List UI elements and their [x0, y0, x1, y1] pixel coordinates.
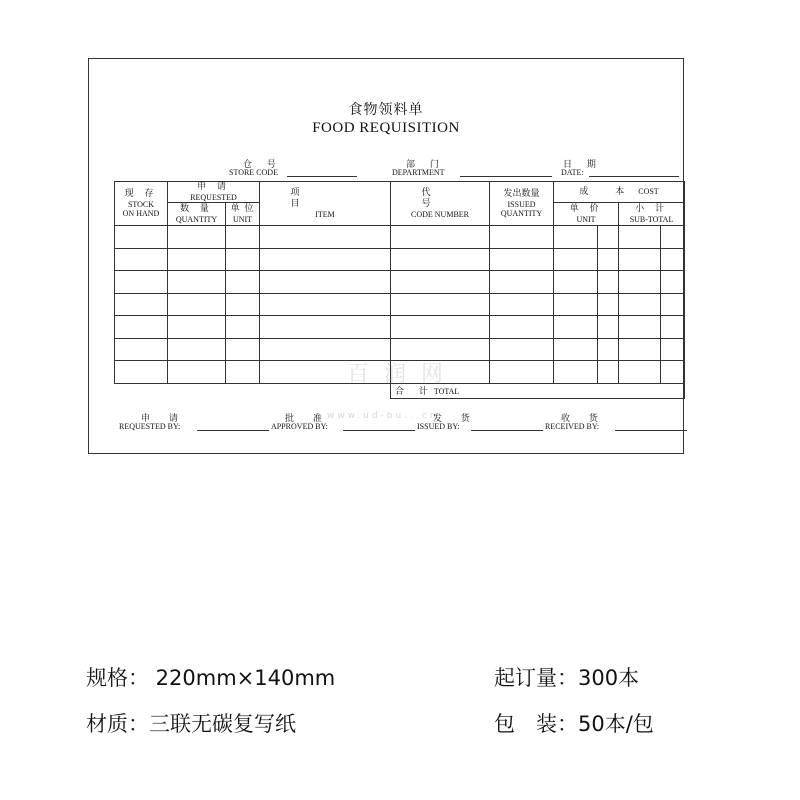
table-cell[interactable] — [490, 248, 554, 271]
spec-material: 材质：三联无碳复写纸 — [86, 712, 296, 736]
table-cell[interactable] — [490, 316, 554, 339]
table-cell[interactable] — [598, 338, 619, 361]
table-cell[interactable] — [391, 316, 490, 339]
issued-by-label-en: ISSUED BY: — [417, 422, 460, 431]
table-cell[interactable] — [554, 316, 598, 339]
table-cell[interactable] — [554, 293, 598, 316]
table-cell[interactable] — [115, 248, 168, 271]
total-cell[interactable] — [391, 383, 685, 398]
table-cell[interactable] — [115, 271, 168, 294]
form-title-english: FOOD REQUISITION — [312, 120, 460, 136]
store-code-label-cn: 仓 号 — [243, 160, 282, 170]
table-cell[interactable] — [554, 226, 598, 249]
table-row — [115, 338, 685, 361]
table-cell[interactable] — [391, 226, 490, 249]
department-line[interactable] — [460, 176, 552, 177]
table-cell[interactable] — [260, 338, 391, 361]
form-title-chinese: 食物领料单 — [348, 102, 424, 118]
requisition-form — [88, 58, 684, 454]
table-cell[interactable] — [661, 361, 685, 384]
table-cell[interactable] — [226, 248, 260, 271]
table-cell[interactable] — [554, 361, 598, 384]
table-cell[interactable] — [598, 248, 619, 271]
table-cell[interactable] — [554, 271, 598, 294]
date-label-cn: 日 期 — [563, 160, 602, 170]
table-cell[interactable] — [490, 338, 554, 361]
spec-packing: 包 装：50本/包 — [494, 712, 654, 736]
watermark-url: www.ud-bu...cn — [327, 411, 439, 421]
table-cell[interactable] — [661, 248, 685, 271]
unit-price-header: 单 价 UNIT — [554, 203, 619, 226]
table-cell[interactable] — [226, 293, 260, 316]
issued-quantity-header: 发出数量 ISSUED QUANTITY — [490, 182, 554, 226]
table-cell[interactable] — [115, 361, 168, 384]
table-cell[interactable] — [619, 361, 661, 384]
cost-header: 成 本 COST — [554, 182, 685, 203]
table-cell[interactable] — [619, 271, 661, 294]
table-cell[interactable] — [226, 361, 260, 384]
table-cell[interactable] — [598, 316, 619, 339]
table-cell[interactable] — [619, 293, 661, 316]
table-cell[interactable] — [598, 226, 619, 249]
table-cell[interactable] — [226, 338, 260, 361]
table-cell[interactable] — [260, 248, 391, 271]
approved-by-line[interactable] — [343, 430, 415, 431]
table-cell[interactable] — [226, 271, 260, 294]
table-cell[interactable] — [391, 248, 490, 271]
table-cell[interactable] — [619, 248, 661, 271]
table-row — [115, 316, 685, 339]
issued-by-label-cn: 发 货 — [433, 414, 478, 424]
table-row — [115, 271, 685, 294]
department-label-en: DEPARTMENT — [392, 168, 445, 177]
date-label-en: DATE: — [561, 168, 584, 177]
approved-by-label-en: APPROVED BY: — [271, 422, 328, 431]
date-line[interactable] — [589, 176, 679, 177]
table-row — [115, 248, 685, 271]
table-cell[interactable] — [554, 338, 598, 361]
store-code-line[interactable] — [287, 176, 357, 177]
table-cell[interactable] — [260, 271, 391, 294]
unit-header: 单 位 UNIT — [226, 203, 260, 226]
table-cell[interactable] — [598, 361, 619, 384]
table-cell[interactable] — [168, 316, 226, 339]
requested-header: 申 请 REQUESTED — [168, 182, 260, 203]
table-row — [115, 361, 685, 384]
table-cell[interactable] — [168, 338, 226, 361]
table-cell[interactable] — [554, 248, 598, 271]
table-cell[interactable] — [490, 271, 554, 294]
total-label-cn: 合 计 — [395, 387, 434, 397]
spec-size: 规格： 220mm×140mm — [86, 666, 336, 690]
stock-on-hand-header: 现 存 STOCK ON HAND — [115, 182, 168, 226]
received-by-line[interactable] — [615, 430, 687, 431]
table-cell[interactable] — [168, 271, 226, 294]
table-cell[interactable] — [391, 361, 490, 384]
table-cell[interactable] — [490, 361, 554, 384]
table-cell[interactable] — [619, 338, 661, 361]
approved-by-label-cn: 批 准 — [285, 414, 330, 424]
requested-by-line[interactable] — [197, 430, 269, 431]
table-cell[interactable] — [661, 226, 685, 249]
table-cell[interactable] — [115, 316, 168, 339]
table-cell[interactable] — [115, 226, 168, 249]
quantity-header: 数 量 QUANTITY — [168, 203, 226, 226]
table-header-row — [115, 182, 685, 203]
table-cell[interactable] — [260, 316, 391, 339]
table-cell[interactable] — [260, 226, 391, 249]
table-cell[interactable] — [168, 361, 226, 384]
table-cell[interactable] — [490, 226, 554, 249]
issued-by-line[interactable] — [471, 430, 543, 431]
table-cell[interactable] — [168, 293, 226, 316]
total-label-en: TOTAL — [433, 387, 460, 396]
requisition-table — [114, 181, 685, 399]
table-cell[interactable] — [598, 271, 619, 294]
subtotal-header: 小 计 SUB-TOTAL — [619, 203, 685, 226]
table-cell[interactable] — [391, 338, 490, 361]
table-cell[interactable] — [391, 293, 490, 316]
store-code-label-en: STORE CODE — [229, 168, 278, 177]
received-by-label-cn: 收 货 — [561, 414, 606, 424]
table-cell[interactable] — [115, 293, 168, 316]
table-cell[interactable] — [260, 361, 391, 384]
requested-by-label-en: REQUESTED BY: — [119, 422, 181, 431]
table-cell[interactable] — [226, 226, 260, 249]
table-cell[interactable] — [619, 316, 661, 339]
table-cell[interactable] — [661, 338, 685, 361]
table-cell[interactable] — [619, 226, 661, 249]
table-cell[interactable] — [391, 271, 490, 294]
table-cell[interactable] — [260, 293, 391, 316]
table-row — [115, 226, 685, 249]
table-cell[interactable] — [168, 248, 226, 271]
table-cell[interactable] — [490, 293, 554, 316]
code-number-header: 代 号 CODE NUMBER — [391, 182, 490, 226]
table-cell[interactable] — [661, 316, 685, 339]
item-header: 项 目 ITEM — [260, 182, 391, 226]
table-cell[interactable] — [115, 338, 168, 361]
requested-by-label-cn: 申 请 — [141, 414, 186, 424]
spec-order-quantity: 起订量：300本 — [494, 666, 640, 690]
watermark-logo: 百 润 网 — [347, 362, 447, 387]
table-cell[interactable] — [598, 293, 619, 316]
department-label-cn: 部 门 — [406, 160, 445, 170]
table-cell[interactable] — [168, 226, 226, 249]
received-by-label-en: RECEIVED BY: — [545, 422, 600, 431]
table-cell[interactable] — [226, 316, 260, 339]
table-cell[interactable] — [661, 293, 685, 316]
table-cell[interactable] — [661, 271, 685, 294]
table-row — [115, 293, 685, 316]
total-row — [115, 383, 685, 398]
